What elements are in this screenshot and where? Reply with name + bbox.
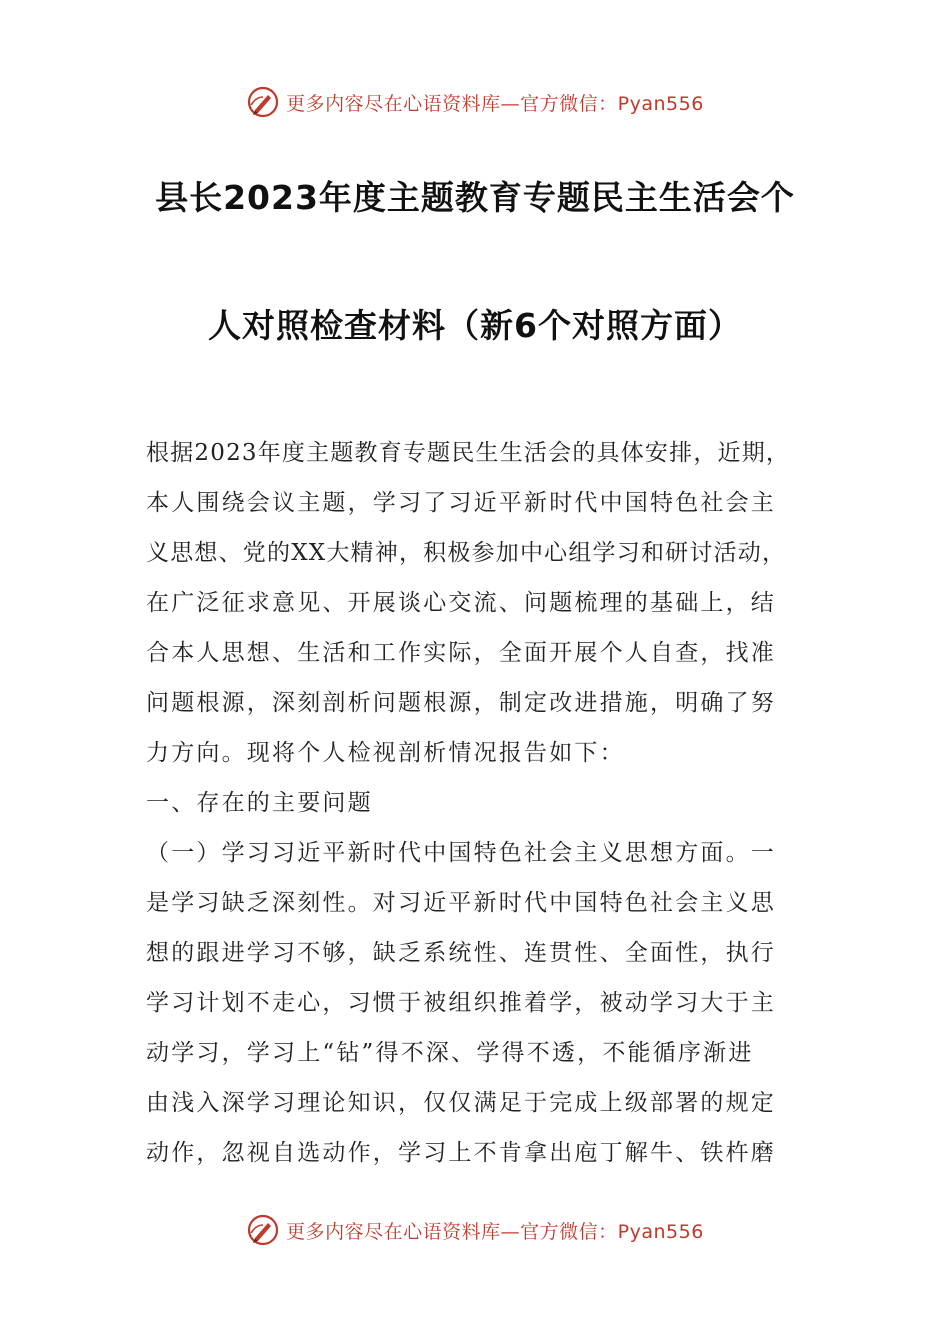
body-line: 义思想、党的XX大精神，积极参加中心组学习和研讨活动， [146, 540, 787, 566]
body-line: 根据2023年度主题教育专题民生生活会的具体安排，近期， [146, 440, 791, 466]
body-line: 问题根源，深刻剖析问题根源，制定改进措施，明确了努 [146, 690, 776, 716]
document-title-line-1: 县长2023年度主题教育专题民主生活会个 [155, 178, 795, 217]
pen-logo-icon [246, 1213, 280, 1247]
body-line: 学习计划不走心，习惯于被组织推着学，被动学习大于主 [146, 990, 776, 1016]
body-line: 在广泛征求意见、开展谈心交流、问题梳理的基础上，结 [146, 590, 776, 616]
watermark-footer [0, 1210, 950, 1250]
body-line: 动学习，学习上“钻”得不深、学得不透，不能循序渐进 [146, 1040, 754, 1066]
subsection-heading: （一）学习习近平新时代中国特色社会主义思想方面。一 [146, 840, 776, 866]
body-line: 想的跟进学习不够，缺乏系统性、连贯性、全面性，执行 [146, 940, 776, 966]
document-title-line-2: 人对照检查材料（新6个对照方面） [208, 306, 742, 345]
body-line: 由浅入深学习理论知识，仅仅满足于完成上级部署的规定 [146, 1090, 776, 1116]
watermark-text [286, 89, 704, 116]
watermark-header [0, 82, 950, 122]
body-line: 是学习缺乏深刻性。对习近平新时代中国特色社会主义思 [146, 890, 776, 916]
body-line: 本人围绕会议主题，学习了习近平新时代中国特色社会主 [146, 490, 776, 516]
watermark-label: 更多内容尽在心语资料库—官方微信： [286, 1220, 618, 1243]
body-line: 合本人思想、生活和工作实际，全面开展个人自查，找准 [146, 640, 776, 666]
body-line: 力方向。现将个人检视剖析情况报告如下： [146, 740, 625, 766]
watermark-text [286, 1217, 704, 1244]
watermark-label: 更多内容尽在心语资料库—官方微信： [286, 92, 618, 115]
document-body [146, 428, 810, 1178]
pen-logo-icon [246, 85, 280, 119]
watermark-wechat-id: Pyan556 [617, 1220, 704, 1243]
body-line: 动作，忽视自选动作，学习上不肯拿出庖丁解牛、铁杵磨 [146, 1140, 776, 1166]
watermark-wechat-id: Pyan556 [617, 92, 704, 115]
section-heading: 一、存在的主要问题 [146, 790, 373, 816]
